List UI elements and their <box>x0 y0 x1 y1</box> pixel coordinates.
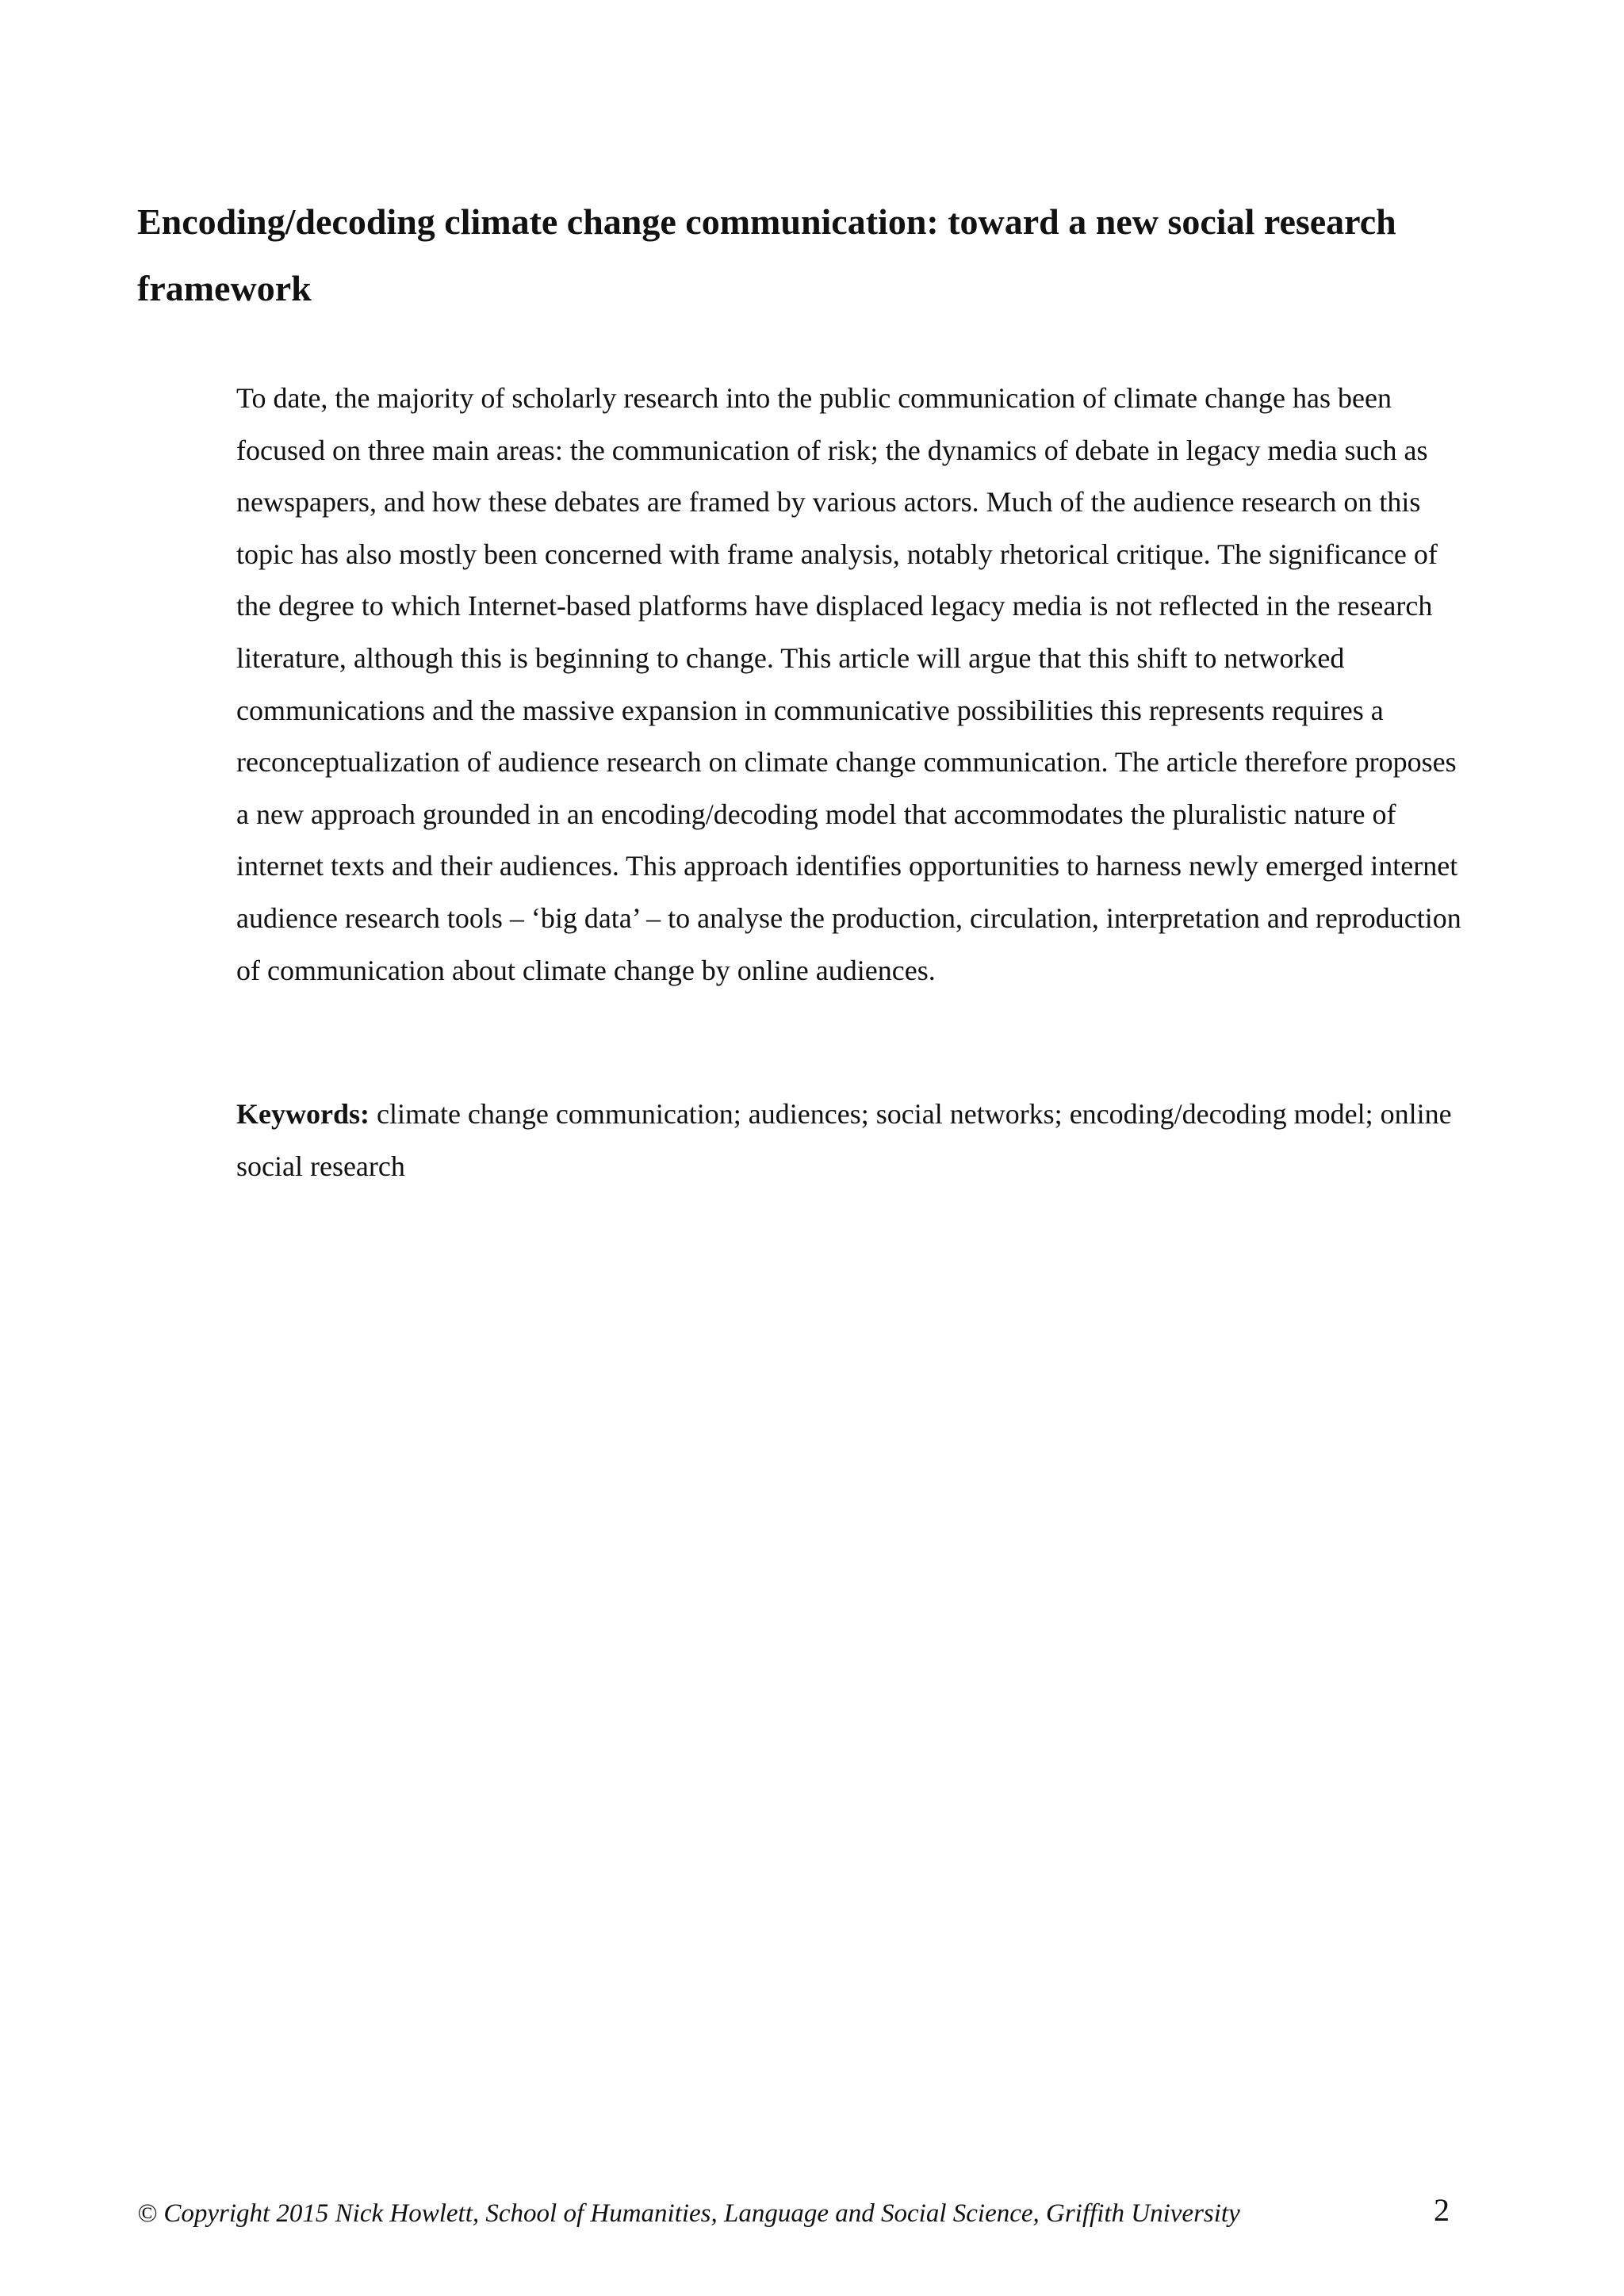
copyright-footer: © Copyright 2015 Nick Howlett, School of Humanities, Language and Social Science, Griffith University <box>137 2199 1240 2228</box>
keywords-paragraph <box>236 1089 1473 1192</box>
document-title: Encoding/decoding climate change communication: toward a new social research framework <box>137 201 1396 308</box>
page-number: 2 <box>1434 2192 1450 2228</box>
abstract-paragraph: To date, the majority of scholarly research into the public communication of climate change has been focused on three main areas: the communication of risk; the dynamics of debate in legacy media such as newspapers, and how these debates are framed by various actors. Much of the audience research on this topic has also mostly been concerned with frame analysis, notably rhetorical critique. The significance of the degree to which Internet-based platforms have displaced legacy media is not reflected in the research literature, although this is beginning to change. This article will argue that this shift to networked communications and the massive expansion in communicative possibilities this represents requires a reconceptualization of audience research on climate change communication. The article therefore proposes a new approach grounded in an encoding/decoding model that accommodates the pluralistic nature of internet texts and their audiences. This approach identifies opportunities to harness newly emerged internet audience research tools – ‘big data’ – to analyse the production, circulation, interpretation and reproduction of communication about climate change by online audiences. <box>236 382 1461 986</box>
keywords-text: climate change communication; audiences; social networks; encoding/decoding model; online social research <box>236 1098 1452 1182</box>
keywords-label: Keywords: <box>236 1098 370 1130</box>
